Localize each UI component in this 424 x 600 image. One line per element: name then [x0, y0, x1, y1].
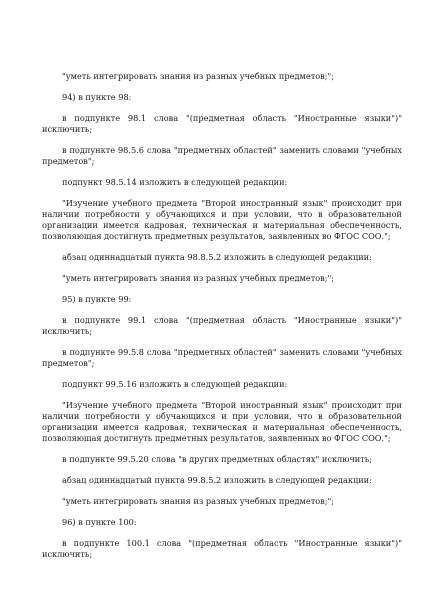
- paragraph: "уметь интегрировать знания из разных учебных предметов;";: [62, 273, 335, 283]
- paragraph: подпункт 98.5.14 изложить в следующей редакции:: [62, 177, 288, 187]
- paragraph: в подпункте 100.1 слова "(предметная область "Иностранные языки")" исключить;: [42, 538, 402, 559]
- paragraph: в подпункте 99.5.20 слова "в других предметных областях" исключить;: [62, 454, 373, 464]
- paragraph: абзац одиннадцатый пункта 99.8.5.2 изложить в следующей редакции:: [62, 475, 372, 485]
- paragraph: "уметь интегрировать знания из разных учебных предметов;";: [62, 496, 335, 506]
- paragraph: "уметь интегрировать знания из разных учебных предметов;";: [62, 71, 335, 81]
- paragraph: в подпункте 99.1 слова "(предметная область "Иностранные языки")" исключить;: [42, 315, 402, 336]
- paragraph: 95) в пункте 99:: [62, 294, 132, 304]
- paragraph: 96) в пункте 100:: [62, 517, 137, 527]
- paragraph: подпункт 99.5.16 изложить в следующей редакции:: [62, 379, 288, 389]
- paragraph: абзац одиннадцатый пункта 98.8.5.2 изложить в следующей редакции:: [62, 252, 372, 262]
- paragraph: 94) в пункте 98:: [62, 92, 132, 102]
- paragraph: в подпункте 98.5.6 слова "предметных областей" заменить словами "учебных предметов";: [42, 145, 402, 166]
- document-body: [42, 71, 402, 560]
- paragraph: в подпункте 98.1 слова "(предметная область "Иностранные языки")" исключить;: [42, 113, 402, 134]
- paragraph: в подпункте 99.5.8 слова "предметных областей" заменить словами "учебных предметов";: [42, 347, 402, 368]
- paragraph: "Изучение учебного предмета "Второй иностранный язык" происходит при наличии потребности у обучающихся и при условии, что в образовательной организации имеется кадровая, техническая и материальная обеспеченность, позволяющая достигнуть предметных результатов, заявленных во ФГОС СОО.";: [42, 400, 402, 443]
- paragraph: "Изучение учебного предмета "Второй иностранный язык" происходит при наличии потребности у обучающихся и при условии, что в образовательной организации имеется кадровая, техническая и материальная обеспеченность, позволяющая достигнуть предметных результатов, заявленных во ФГОС СОО.";: [42, 198, 402, 241]
